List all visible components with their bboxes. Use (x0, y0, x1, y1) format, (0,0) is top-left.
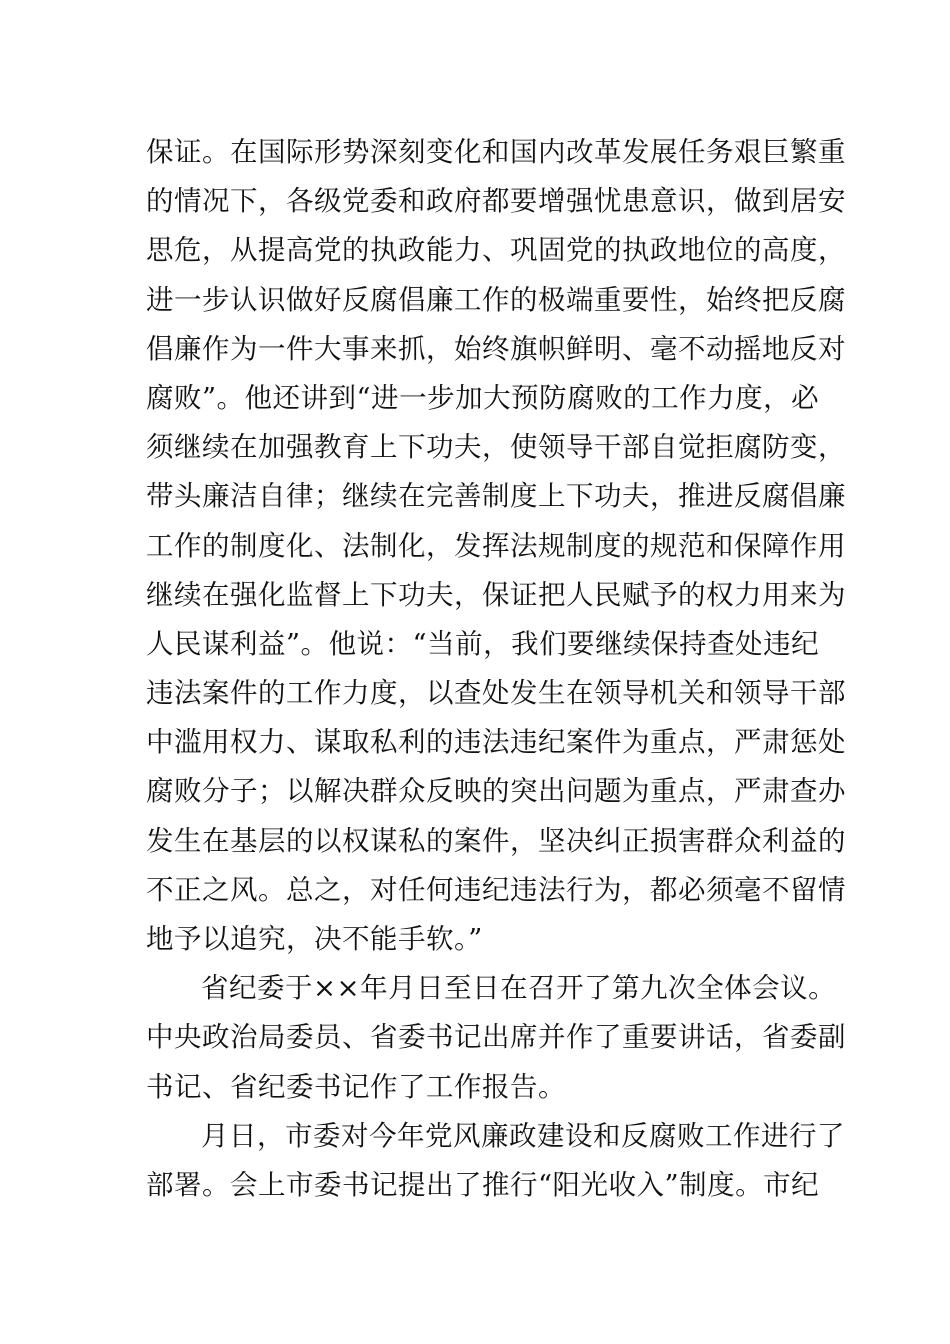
text-line: 保证。在国际形势深刻变化和国内改革发展任务艰巨繁重 (146, 136, 846, 168)
text-line: 中滥用权力、谋取私利的违法违纪案件为重点，严肃惩处 (146, 726, 846, 759)
text-line: 倡廉作为一件大事来抓，始终旗帜鲜明、毫不动摇地反对 (146, 332, 846, 365)
text-line: 发生在基层的以权谋私的案件，坚决纠正损害群众利益的 (146, 824, 846, 857)
text-line: 腐败分子；以解决群众反映的突出问题为重点，严肃查办 (146, 775, 846, 808)
text-line: 继续在强化监督上下功夫，保证把人民赋予的权力用来为 (146, 578, 846, 611)
text-line: 带头廉洁自律；继续在完善制度上下功夫，推进反腐倡廉 (146, 480, 846, 513)
text-line: 思危，从提高党的执政能力、巩固党的执政地位的高度， (146, 234, 846, 267)
text-line: 人民谋利益”。他说：“当前，我们要继续保持查处违纪 (146, 627, 820, 660)
paragraph-first-line: 月日，市委对今年党风廉政建设和反腐败工作进行了 (201, 1119, 845, 1152)
text-line: 须继续在加强教育上下功夫，使领导干部自觉拒腐防变， (146, 431, 846, 464)
body-text (146, 128, 846, 1210)
text-line: 书记、省纪委书记作了工作报告。 (146, 1070, 566, 1103)
text-line: 违法案件的工作力度，以查处发生在领导机关和领导干部 (146, 677, 846, 710)
text-line: 工作的制度化、法制化，发挥法规制度的规范和保障作用 (146, 529, 846, 562)
text-line: 腐败”。他还讲到“进一步加大预防腐败的工作力度，必 (146, 381, 820, 414)
text-line: 的情况下，各级党委和政府都要增强忧患意识，做到居安 (146, 185, 846, 218)
text-line: 进一步认识做好反腐倡廉工作的极端重要性，始终把反腐 (146, 283, 846, 316)
text-line: 地予以追究，决不能手软。” (146, 923, 483, 955)
paragraph-first-line: 省纪委于××年月日至日在召开了第九次全体会议。 (201, 972, 837, 1005)
text-line: 部署。会上市委书记提出了推行“阳光收入”制度。市纪 (146, 1168, 820, 1201)
text-line: 中央政治局委员、省委书记出席并作了重要讲话，省委副 (146, 1021, 846, 1054)
text-line: 不正之风。总之，对任何违纪违法行为，都必须毫不留情 (146, 873, 846, 906)
